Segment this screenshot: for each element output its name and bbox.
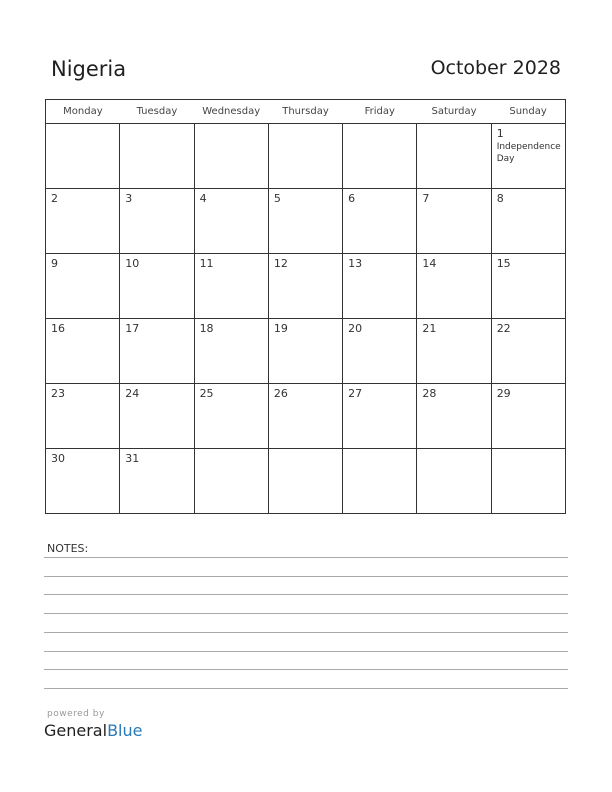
day-cell — [120, 254, 194, 319]
notes-line — [44, 651, 568, 652]
day-number: 5 — [273, 192, 281, 205]
weekday-header: Saturday — [417, 100, 491, 124]
day-number — [195, 124, 268, 127]
day-number: 31 — [125, 452, 140, 465]
day-cell — [417, 449, 491, 514]
notes-line — [44, 557, 568, 558]
notes-line — [44, 613, 568, 614]
day-number: 27 — [348, 387, 363, 400]
day-number: 23 — [51, 387, 65, 400]
day-number: 22 — [496, 322, 511, 335]
day-number — [417, 124, 490, 127]
notes-line — [44, 669, 568, 670]
month-year-title: October 2028 — [430, 57, 561, 79]
day-number — [269, 449, 342, 452]
day-cell — [120, 189, 194, 254]
weekday-header: Friday — [343, 100, 417, 124]
week-row — [46, 254, 566, 319]
day-number: 21 — [422, 322, 437, 335]
day-number: 17 — [125, 322, 140, 335]
day-number: 14 — [422, 257, 437, 270]
day-cell — [46, 449, 120, 514]
week-row — [46, 449, 566, 514]
day-cell — [268, 319, 342, 384]
day-cell — [491, 254, 565, 319]
day-number: 1 — [496, 127, 504, 140]
day-number — [343, 449, 416, 452]
day-cell — [343, 319, 417, 384]
day-cell — [268, 124, 342, 189]
holiday-label: Independence Day — [496, 142, 561, 164]
day-cell — [343, 189, 417, 254]
day-number: 25 — [199, 387, 214, 400]
week-row — [46, 384, 566, 449]
weekday-header-row — [46, 100, 566, 124]
notes-line — [44, 594, 568, 595]
weekday-header: Thursday — [268, 100, 342, 124]
day-cell — [491, 124, 565, 189]
week-row — [46, 189, 566, 254]
brand-logo — [44, 721, 142, 740]
day-cell — [268, 189, 342, 254]
day-number — [46, 124, 119, 127]
day-number — [492, 449, 565, 452]
week-row — [46, 319, 566, 384]
day-number: 8 — [496, 192, 504, 205]
day-number: 6 — [348, 192, 356, 205]
day-cell — [46, 319, 120, 384]
day-cell — [120, 449, 194, 514]
weekday-header: Sunday — [491, 100, 565, 124]
day-number: 15 — [496, 257, 511, 270]
day-number — [417, 449, 490, 452]
day-cell — [194, 319, 268, 384]
day-number: 24 — [125, 387, 140, 400]
day-number — [269, 124, 342, 127]
calendar-grid — [45, 99, 566, 514]
day-cell — [343, 449, 417, 514]
day-cell — [491, 384, 565, 449]
day-cell — [268, 254, 342, 319]
day-number — [120, 124, 193, 127]
day-number: 11 — [199, 257, 214, 270]
notes-line — [44, 576, 568, 577]
day-number: 7 — [422, 192, 430, 205]
day-cell — [46, 254, 120, 319]
day-number: 4 — [199, 192, 207, 205]
day-cell — [194, 254, 268, 319]
day-cell — [120, 319, 194, 384]
weekday-header: Tuesday — [120, 100, 194, 124]
day-cell — [343, 384, 417, 449]
day-cell — [491, 189, 565, 254]
day-cell — [491, 319, 565, 384]
weekday-header: Wednesday — [194, 100, 268, 124]
day-cell — [417, 319, 491, 384]
day-cell — [417, 124, 491, 189]
week-row — [46, 124, 566, 189]
brand-blue: Blue — [107, 721, 143, 740]
day-cell — [194, 449, 268, 514]
notes-line — [44, 632, 568, 633]
day-number: 12 — [273, 257, 288, 270]
day-number: 10 — [125, 257, 140, 270]
weekday-header: Monday — [46, 100, 120, 124]
day-cell — [268, 449, 342, 514]
day-number — [195, 449, 268, 452]
day-number: 26 — [273, 387, 288, 400]
day-cell — [268, 384, 342, 449]
day-cell — [194, 124, 268, 189]
day-cell — [120, 124, 194, 189]
day-cell — [417, 189, 491, 254]
country-title: Nigeria — [51, 57, 127, 81]
notes-line — [44, 688, 568, 689]
powered-by-text: powered by — [47, 709, 105, 719]
day-number: 20 — [348, 322, 363, 335]
day-number: 9 — [51, 257, 58, 270]
day-cell — [120, 384, 194, 449]
day-cell — [194, 384, 268, 449]
day-number: 29 — [496, 387, 511, 400]
day-number: 13 — [348, 257, 363, 270]
day-cell — [46, 124, 120, 189]
day-number: 28 — [422, 387, 437, 400]
day-number: 19 — [273, 322, 288, 335]
day-number: 18 — [199, 322, 214, 335]
day-number: 16 — [51, 322, 65, 335]
notes-label: NOTES: — [47, 542, 89, 555]
day-cell — [417, 384, 491, 449]
day-cell — [343, 124, 417, 189]
day-number: 2 — [51, 192, 58, 205]
day-cell — [491, 449, 565, 514]
day-number: 30 — [51, 452, 65, 465]
day-cell — [343, 254, 417, 319]
day-cell — [46, 189, 120, 254]
brand-general: General — [44, 721, 108, 740]
day-cell — [194, 189, 268, 254]
day-number — [343, 124, 416, 127]
day-cell — [46, 384, 120, 449]
day-number: 3 — [125, 192, 133, 205]
day-cell — [417, 254, 491, 319]
